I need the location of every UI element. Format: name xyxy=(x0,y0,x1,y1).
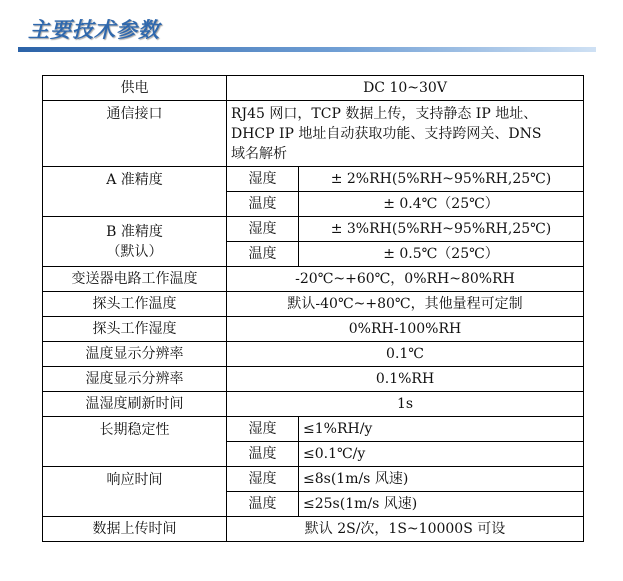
table-row xyxy=(43,417,584,442)
sub-value: ≤25s(1m/s 风速) xyxy=(299,492,584,517)
table-row xyxy=(43,517,584,542)
label-line: （默认） xyxy=(106,243,163,260)
spec-table xyxy=(42,75,584,542)
row-value: 0.1%RH xyxy=(227,367,584,392)
row-label: 响应时间 xyxy=(43,467,227,517)
table-row xyxy=(43,317,584,342)
section-title: 主要技术参数 xyxy=(28,18,160,42)
sub-label: 湿度 xyxy=(227,467,299,492)
table-row xyxy=(43,167,584,192)
table-row xyxy=(43,267,584,292)
sub-value: ≤8s(1m/s 风速) xyxy=(299,467,584,492)
row-label: 探头工作湿度 xyxy=(43,317,227,342)
row-value xyxy=(227,101,584,167)
row-label: 温湿度刷新时间 xyxy=(43,392,227,417)
section-header xyxy=(0,0,623,62)
row-value: 默认-40℃~+80℃，其他量程可定制 xyxy=(227,292,584,317)
table-row xyxy=(43,101,584,167)
row-label: 探头工作温度 xyxy=(43,292,227,317)
row-label: 温度显示分辨率 xyxy=(43,342,227,367)
row-label: 通信接口 xyxy=(43,101,227,167)
table-row xyxy=(43,292,584,317)
row-value: 0%RH-100%RH xyxy=(227,317,584,342)
sub-value: ± 2%RH(5%RH~95%RH,25℃) xyxy=(299,167,584,192)
sub-value: ± 0.5℃（25℃） xyxy=(299,242,584,267)
value-line: RJ45 网口，TCP 数据上传，支持静态 IP 地址、 xyxy=(231,105,538,122)
value-line: DHCP IP 地址自动获取功能、支持跨网关、DNS xyxy=(231,125,542,142)
row-value: 0.1℃ xyxy=(227,342,584,367)
row-label: 湿度显示分辨率 xyxy=(43,367,227,392)
row-value: DC 10~30V xyxy=(227,76,584,101)
table-row xyxy=(43,367,584,392)
row-label: 长期稳定性 xyxy=(43,417,227,467)
row-label: 变送器电路工作温度 xyxy=(43,267,227,292)
value-line: 域名解析 xyxy=(231,145,287,162)
label-line: B 准精度 xyxy=(106,223,163,240)
sub-label: 温度 xyxy=(227,192,299,217)
row-value: 默认 2S/次，1S~10000S 可设 xyxy=(227,517,584,542)
sub-label: 湿度 xyxy=(227,417,299,442)
row-label: 数据上传时间 xyxy=(43,517,227,542)
row-value: -20℃~+60℃，0%RH~80%RH xyxy=(227,267,584,292)
sub-value: ± 3%RH(5%RH~95%RH,25℃) xyxy=(299,217,584,242)
row-label xyxy=(43,217,227,267)
table-row xyxy=(43,342,584,367)
table-row xyxy=(43,217,584,242)
sub-label: 温度 xyxy=(227,492,299,517)
sub-label: 温度 xyxy=(227,442,299,467)
sub-value: ± 0.4℃（25℃） xyxy=(299,192,584,217)
table-row xyxy=(43,392,584,417)
table-row xyxy=(43,467,584,492)
sub-value: ≤1%RH/y xyxy=(299,417,584,442)
sub-value: ≤0.1℃/y xyxy=(299,442,584,467)
table-row xyxy=(43,76,584,101)
row-label: A 准精度 xyxy=(43,167,227,217)
row-label: 供电 xyxy=(43,76,227,101)
sub-label: 湿度 xyxy=(227,167,299,192)
row-value: 1s xyxy=(227,392,584,417)
sub-label: 温度 xyxy=(227,242,299,267)
title-underline xyxy=(18,47,596,52)
sub-label: 湿度 xyxy=(227,217,299,242)
